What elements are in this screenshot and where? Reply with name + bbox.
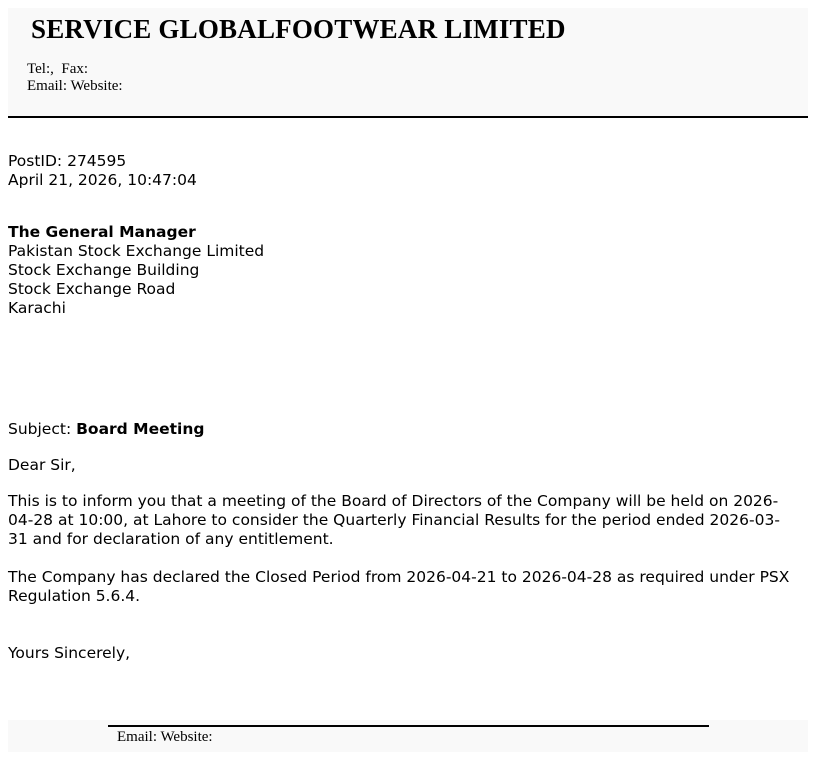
subject-line (8, 420, 204, 439)
subject-value: Board Meeting (76, 420, 205, 438)
footer-contact: Email: Website: (117, 729, 213, 745)
company-name: SERVICE GLOBALFOOTWEAR LIMITED (31, 14, 566, 44)
subject-label: Subject: (8, 420, 72, 438)
recipient-line: Stock Exchange Road (8, 280, 176, 298)
contact-phone-fax: Tel:, Fax: (27, 61, 89, 77)
contact-email-website: Email: Website: (27, 78, 123, 94)
closing: Yours Sincerely, (8, 644, 131, 662)
footer-divider (108, 725, 709, 727)
body-paragraph: This is to inform you that a meeting of the Board of Directors of the Company will be held on 2026-04-28 at 10:00, at Lahore to consider the Quarterly Financial Results for the period ended 2026-03-31 and for declaration of any entitlement. (8, 492, 780, 548)
recipient-line: Pakistan Stock Exchange Limited (8, 242, 265, 260)
post-id: PostID: 274595 (8, 152, 127, 170)
body-paragraph: The Company has declared the Closed Period from 2026-04-21 to 2026-04-28 as required under PSX Regulation 5.6.4. (8, 568, 790, 605)
header-divider (8, 116, 808, 118)
recipient-title: The General Manager (8, 223, 196, 241)
post-datetime: April 21, 2026, 10:47:04 (8, 171, 197, 189)
letterhead (8, 8, 808, 116)
recipient-line: Karachi (8, 299, 66, 317)
salutation: Dear Sir, (8, 456, 76, 474)
recipient-line: Stock Exchange Building (8, 261, 200, 279)
